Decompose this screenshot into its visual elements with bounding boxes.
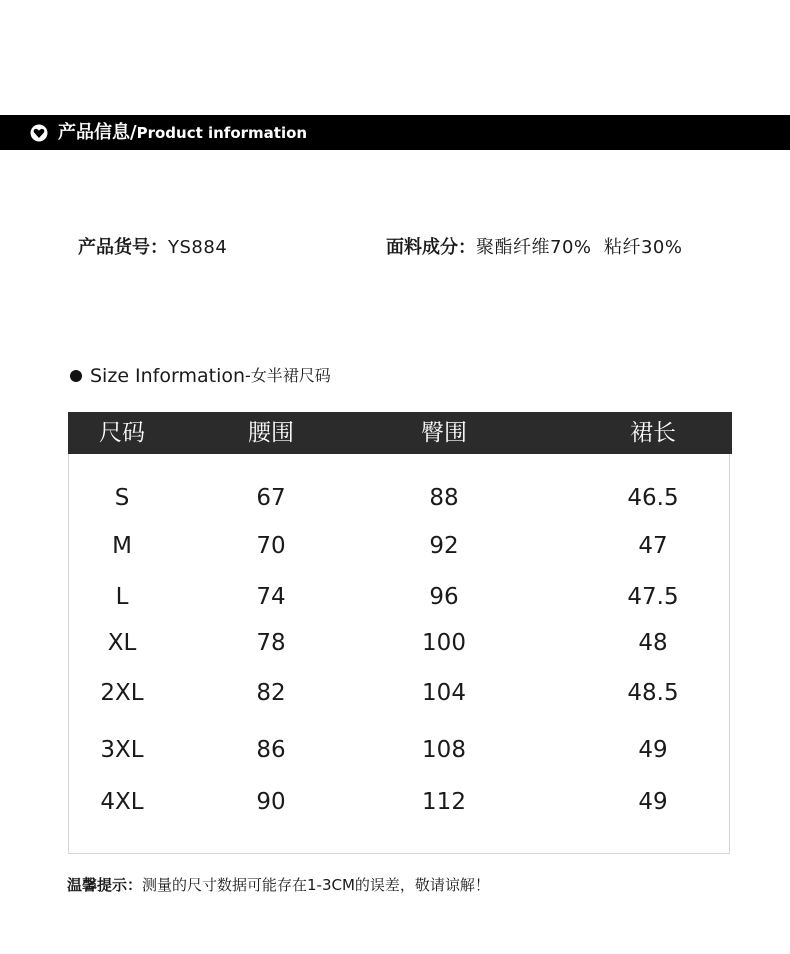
cell-length: 47.5 bbox=[627, 584, 679, 610]
header-skirt-length: 裙长 bbox=[630, 420, 676, 446]
cell-waist: 82 bbox=[256, 680, 286, 706]
note-label: 温馨提示： bbox=[67, 876, 143, 894]
cell-length: 47 bbox=[638, 533, 668, 559]
header-waist: 腰围 bbox=[248, 420, 294, 446]
cell-hip: 100 bbox=[422, 630, 466, 656]
table-row bbox=[68, 481, 732, 515]
bullet-icon bbox=[70, 370, 82, 382]
size-heading bbox=[70, 363, 331, 389]
cell-hip: 92 bbox=[429, 533, 459, 559]
size-heading-en: Size Information bbox=[90, 365, 246, 387]
product-code-value: YS884 bbox=[168, 237, 228, 258]
cell-size: 3XL bbox=[100, 737, 144, 763]
heart-shield-icon bbox=[30, 124, 48, 142]
size-heading-cn: -女半裙尺码 bbox=[245, 366, 331, 385]
measurement-note bbox=[67, 874, 490, 896]
table-row bbox=[68, 580, 732, 614]
header-size: 尺码 bbox=[99, 420, 145, 446]
banner-title-cn: 产品信息 bbox=[58, 122, 130, 143]
cell-size: 4XL bbox=[100, 789, 144, 815]
cell-size: 2XL bbox=[100, 680, 144, 706]
table-row bbox=[68, 626, 732, 660]
cell-length: 49 bbox=[638, 737, 668, 763]
cell-size: L bbox=[115, 584, 129, 610]
size-table-header bbox=[68, 412, 732, 454]
cell-size: XL bbox=[107, 630, 137, 656]
product-code bbox=[78, 236, 227, 260]
table-row bbox=[68, 785, 732, 819]
cell-length: 48 bbox=[638, 630, 668, 656]
section-banner bbox=[0, 115, 790, 150]
cell-hip: 96 bbox=[429, 584, 459, 610]
material-value: 聚酯纤维70% 粘纤30% bbox=[476, 237, 683, 258]
cell-waist: 86 bbox=[256, 737, 286, 763]
cell-hip: 112 bbox=[422, 789, 466, 815]
cell-waist: 67 bbox=[256, 485, 286, 511]
product-code-label: 产品货号： bbox=[78, 237, 168, 258]
cell-hip: 88 bbox=[429, 485, 459, 511]
header-hip: 臀围 bbox=[421, 420, 467, 446]
cell-hip: 104 bbox=[422, 680, 466, 706]
material-composition bbox=[386, 236, 682, 260]
cell-length: 46.5 bbox=[627, 485, 679, 511]
cell-hip: 108 bbox=[422, 737, 466, 763]
cell-size: S bbox=[114, 485, 130, 511]
banner-title bbox=[58, 122, 307, 144]
table-row bbox=[68, 733, 732, 767]
cell-waist: 78 bbox=[256, 630, 286, 656]
cell-length: 49 bbox=[638, 789, 668, 815]
cell-size: M bbox=[112, 533, 132, 559]
cell-length: 48.5 bbox=[627, 680, 679, 706]
table-row bbox=[68, 529, 732, 563]
material-label: 面料成分： bbox=[386, 237, 476, 258]
table-row bbox=[68, 676, 732, 710]
note-text: 测量的尺寸数据可能存在1-3CM的误差，敬请谅解！ bbox=[142, 876, 490, 894]
cell-waist: 74 bbox=[256, 584, 286, 610]
cell-waist: 90 bbox=[256, 789, 286, 815]
banner-title-en: Product information bbox=[136, 124, 308, 142]
banner-separator: / bbox=[130, 122, 137, 143]
cell-waist: 70 bbox=[256, 533, 286, 559]
